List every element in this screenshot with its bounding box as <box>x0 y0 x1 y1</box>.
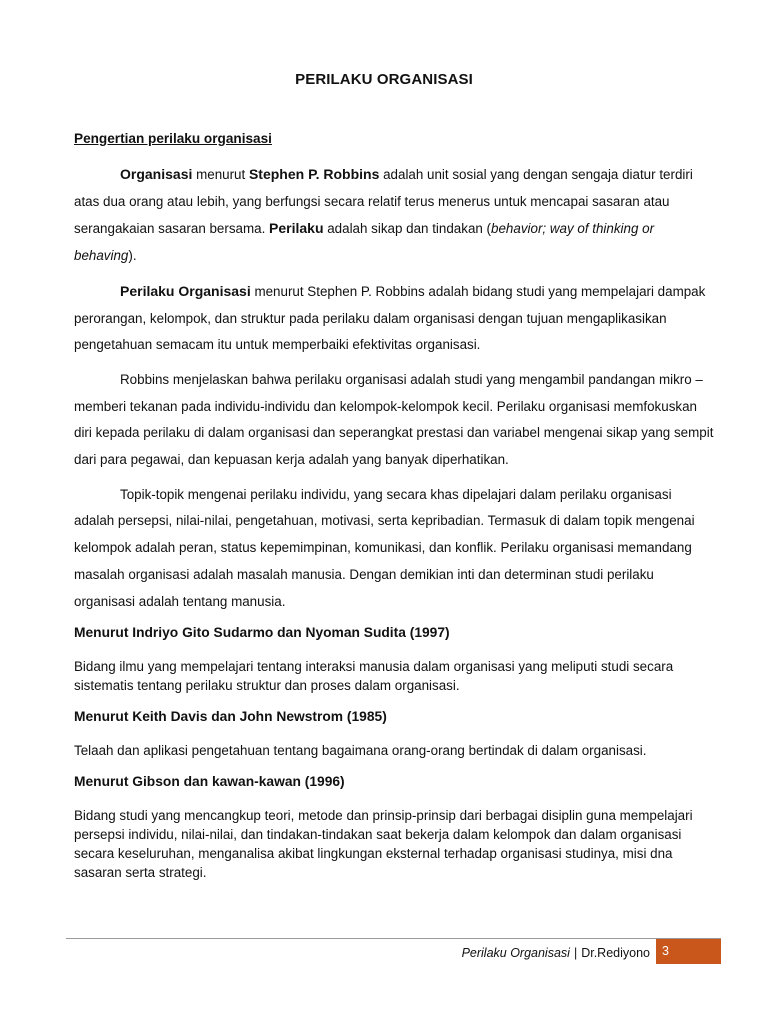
document-body <box>74 129 714 894</box>
subheading-gibson: Menurut Gibson dan kawan-kawan (1996) <box>74 774 345 790</box>
para1-text-4: ). <box>128 248 137 264</box>
subheading-davis: Menurut Keith Davis dan John Newstrom (1985) <box>74 709 387 725</box>
footer-text <box>462 941 650 965</box>
paragraph-robbins: Robbins menjelaskan bahwa perilaku organisasi adalah studi yang mengambil pandangan mikro – memberi tekanan pada individu-individu dan kelompok-kelompok kecil. Perilaku organisasi memfokuskan diri kepada perilaku di dalam organisasi dan seperangkat prestasi dan variabel mengenai sikap yang sempit dari para pegawai, dan kepuasan kerja adalah yang banyak diperhatikan. <box>74 371 714 468</box>
para2-text: menurut Stephen P. Robbins adalah bidang studi yang mempelajari dampak perorangan, kelompok, dan struktur pada perilaku dalam organisasi dengan tujuan mengaplikasikan pengetahuan semacam itu untuk memperbaiki efektivitas organisasi. <box>74 283 706 353</box>
para1-text-2: adalah unit sosial yang dengan sengaja diatur terdiri atas dua orang atau lebih, yang berfungsi secara relatif terus menerus untuk mencapai sasaran atau serangakaian sasaran bersama. <box>74 167 693 237</box>
para1-text-3: adalah sikap dan tindakan ( <box>323 221 492 237</box>
paragraph-indriyo: Bidang ilmu yang mempelajari tentang interaksi manusia dalam organisasi yang meliputi studi secara sistematis tentang perilaku struktur dan proses dalam organisasi. <box>74 659 674 694</box>
section-heading: Pengertian perilaku organisasi <box>74 131 272 146</box>
paragraph-perilaku-organisasi <box>74 278 714 359</box>
para1-italic: behavior; way of thinking or behaving <box>74 221 655 264</box>
paragraph-topik: Topik-topik mengenai perilaku individu, yang secara khas dipelajari dalam perilaku organisasi adalah persepsi, nilai-nilai, pengetahuan, motivasi, serta kepribadian. Termasuk di dalam topik mengenai kelompok adalah peran, status kepemimpinan, komunikasi, dan konflik. Perilaku organisasi memandang masalah organisasi adalah masalah manusia. Dengan demikian inti dan determinan studi perilaku organisasi adalah tentang manusia. <box>74 486 695 609</box>
term-organisasi: Organisasi <box>120 166 193 182</box>
term-perilaku: Perilaku <box>269 220 324 237</box>
page-number-badge: 3 <box>656 939 721 964</box>
author-robbins: Stephen P. Robbins <box>248 166 380 182</box>
footer-author: Dr.Rediyono <box>581 946 650 960</box>
para1-text-1: menurut <box>192 167 249 182</box>
paragraph-davis: Telaah dan aplikasi pengetahuan tentang bagaimana orang-orang bertindak di dalam organisasi. <box>74 743 647 759</box>
paragraph-gibson: Bidang studi yang mencangkup teori, metode dan prinsip-prinsip dari berbagai disiplin guna mempelajari persepsi individu, nilai-nilai, dan tindakan-tindakan saat bekerja dalam kelompok dan dalam organisasi secara keseluruhan, menganalisa akibat lingkungan eksternal terhadap organisasi studinya, misi dna sasaran serta strategi. <box>74 808 693 881</box>
footer-divider <box>66 938 721 939</box>
footer-separator: | <box>573 946 578 960</box>
subheading-indriyo: Menurut Indriyo Gito Sudarmo dan Nyoman Sudita (1997) <box>74 625 450 641</box>
paragraph-organisasi <box>74 161 714 270</box>
document-title: PERILAKU ORGANISASI <box>295 71 473 88</box>
footer-title: Perilaku Organisasi <box>461 946 570 960</box>
term-perilaku-organisasi: Perilaku Organisasi <box>120 282 251 299</box>
